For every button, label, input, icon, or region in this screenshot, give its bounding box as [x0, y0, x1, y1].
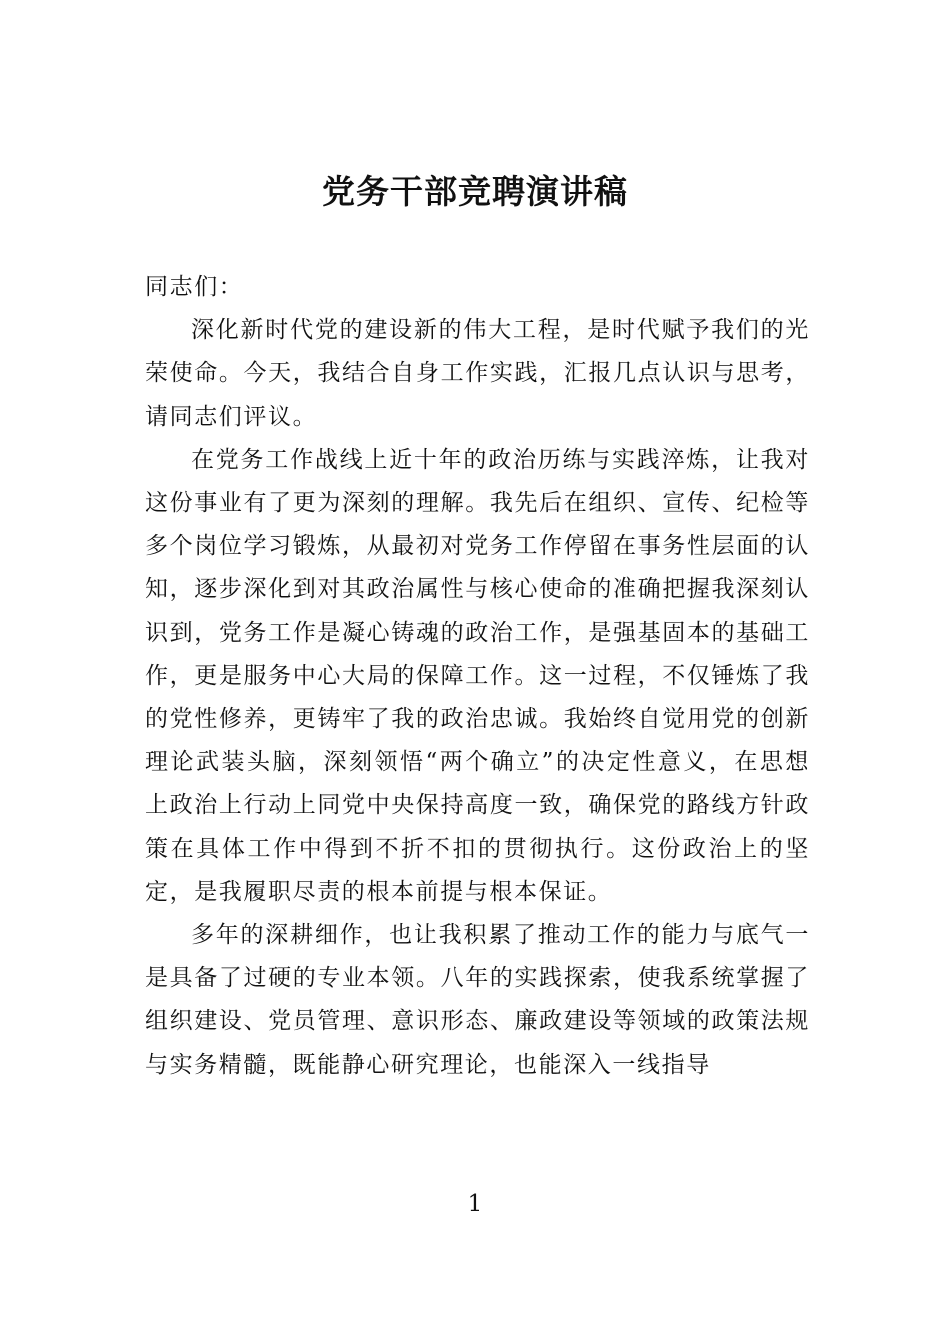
salutation: 同志们：	[145, 274, 244, 300]
page-number: 1	[467, 1191, 483, 1217]
document-title: 党务干部竞聘演讲稿	[322, 172, 628, 211]
document-body	[145, 266, 810, 1087]
paragraph-3: 多年的深耕细作，也让我积累了推动工作的能力与底气一是具备了过硬的专业本领。八年的实践探索，使我系统掌握了组织建设、党员管理、意识形态、廉政建设等领域的政策法规与实务精髓，既能静心研究理论，也能深入一线指导	[145, 922, 810, 1078]
paragraph-2: 在党务工作战线上近十年的政治历练与实践淬炼，让我对这份事业有了更为深刻的理解。我先后在组织、宣传、纪检等多个岗位学习锻炼，从最初对党务工作停留在事务性层面的认知，逐步深化到对其政治属性与核心使命的准确把握我深刻认识到，党务工作是凝心铸魂的政治工作，是强基固本的基础工作，更是服务中心大局的保障工作。这一过程，不仅锤炼了我的党性修养，更铸牢了我的政治忠诚。我始终自觉用党的创新理论武装头脑，深刻领悟“两个确立”的决定性意义，在思想上政治上行动上同党中央保持高度一致，确保党的路线方针政策在具体工作中得到不折不扣的贯彻执行。这份政治上的坚定，是我履职尽责的根本前提与根本保证。	[145, 446, 810, 905]
paragraph-1: 深化新时代党的建设新的伟大工程，是时代赋予我们的光荣使命。今天，我结合自身工作实践，汇报几点认识与思考，请同志们评议。	[145, 317, 810, 430]
